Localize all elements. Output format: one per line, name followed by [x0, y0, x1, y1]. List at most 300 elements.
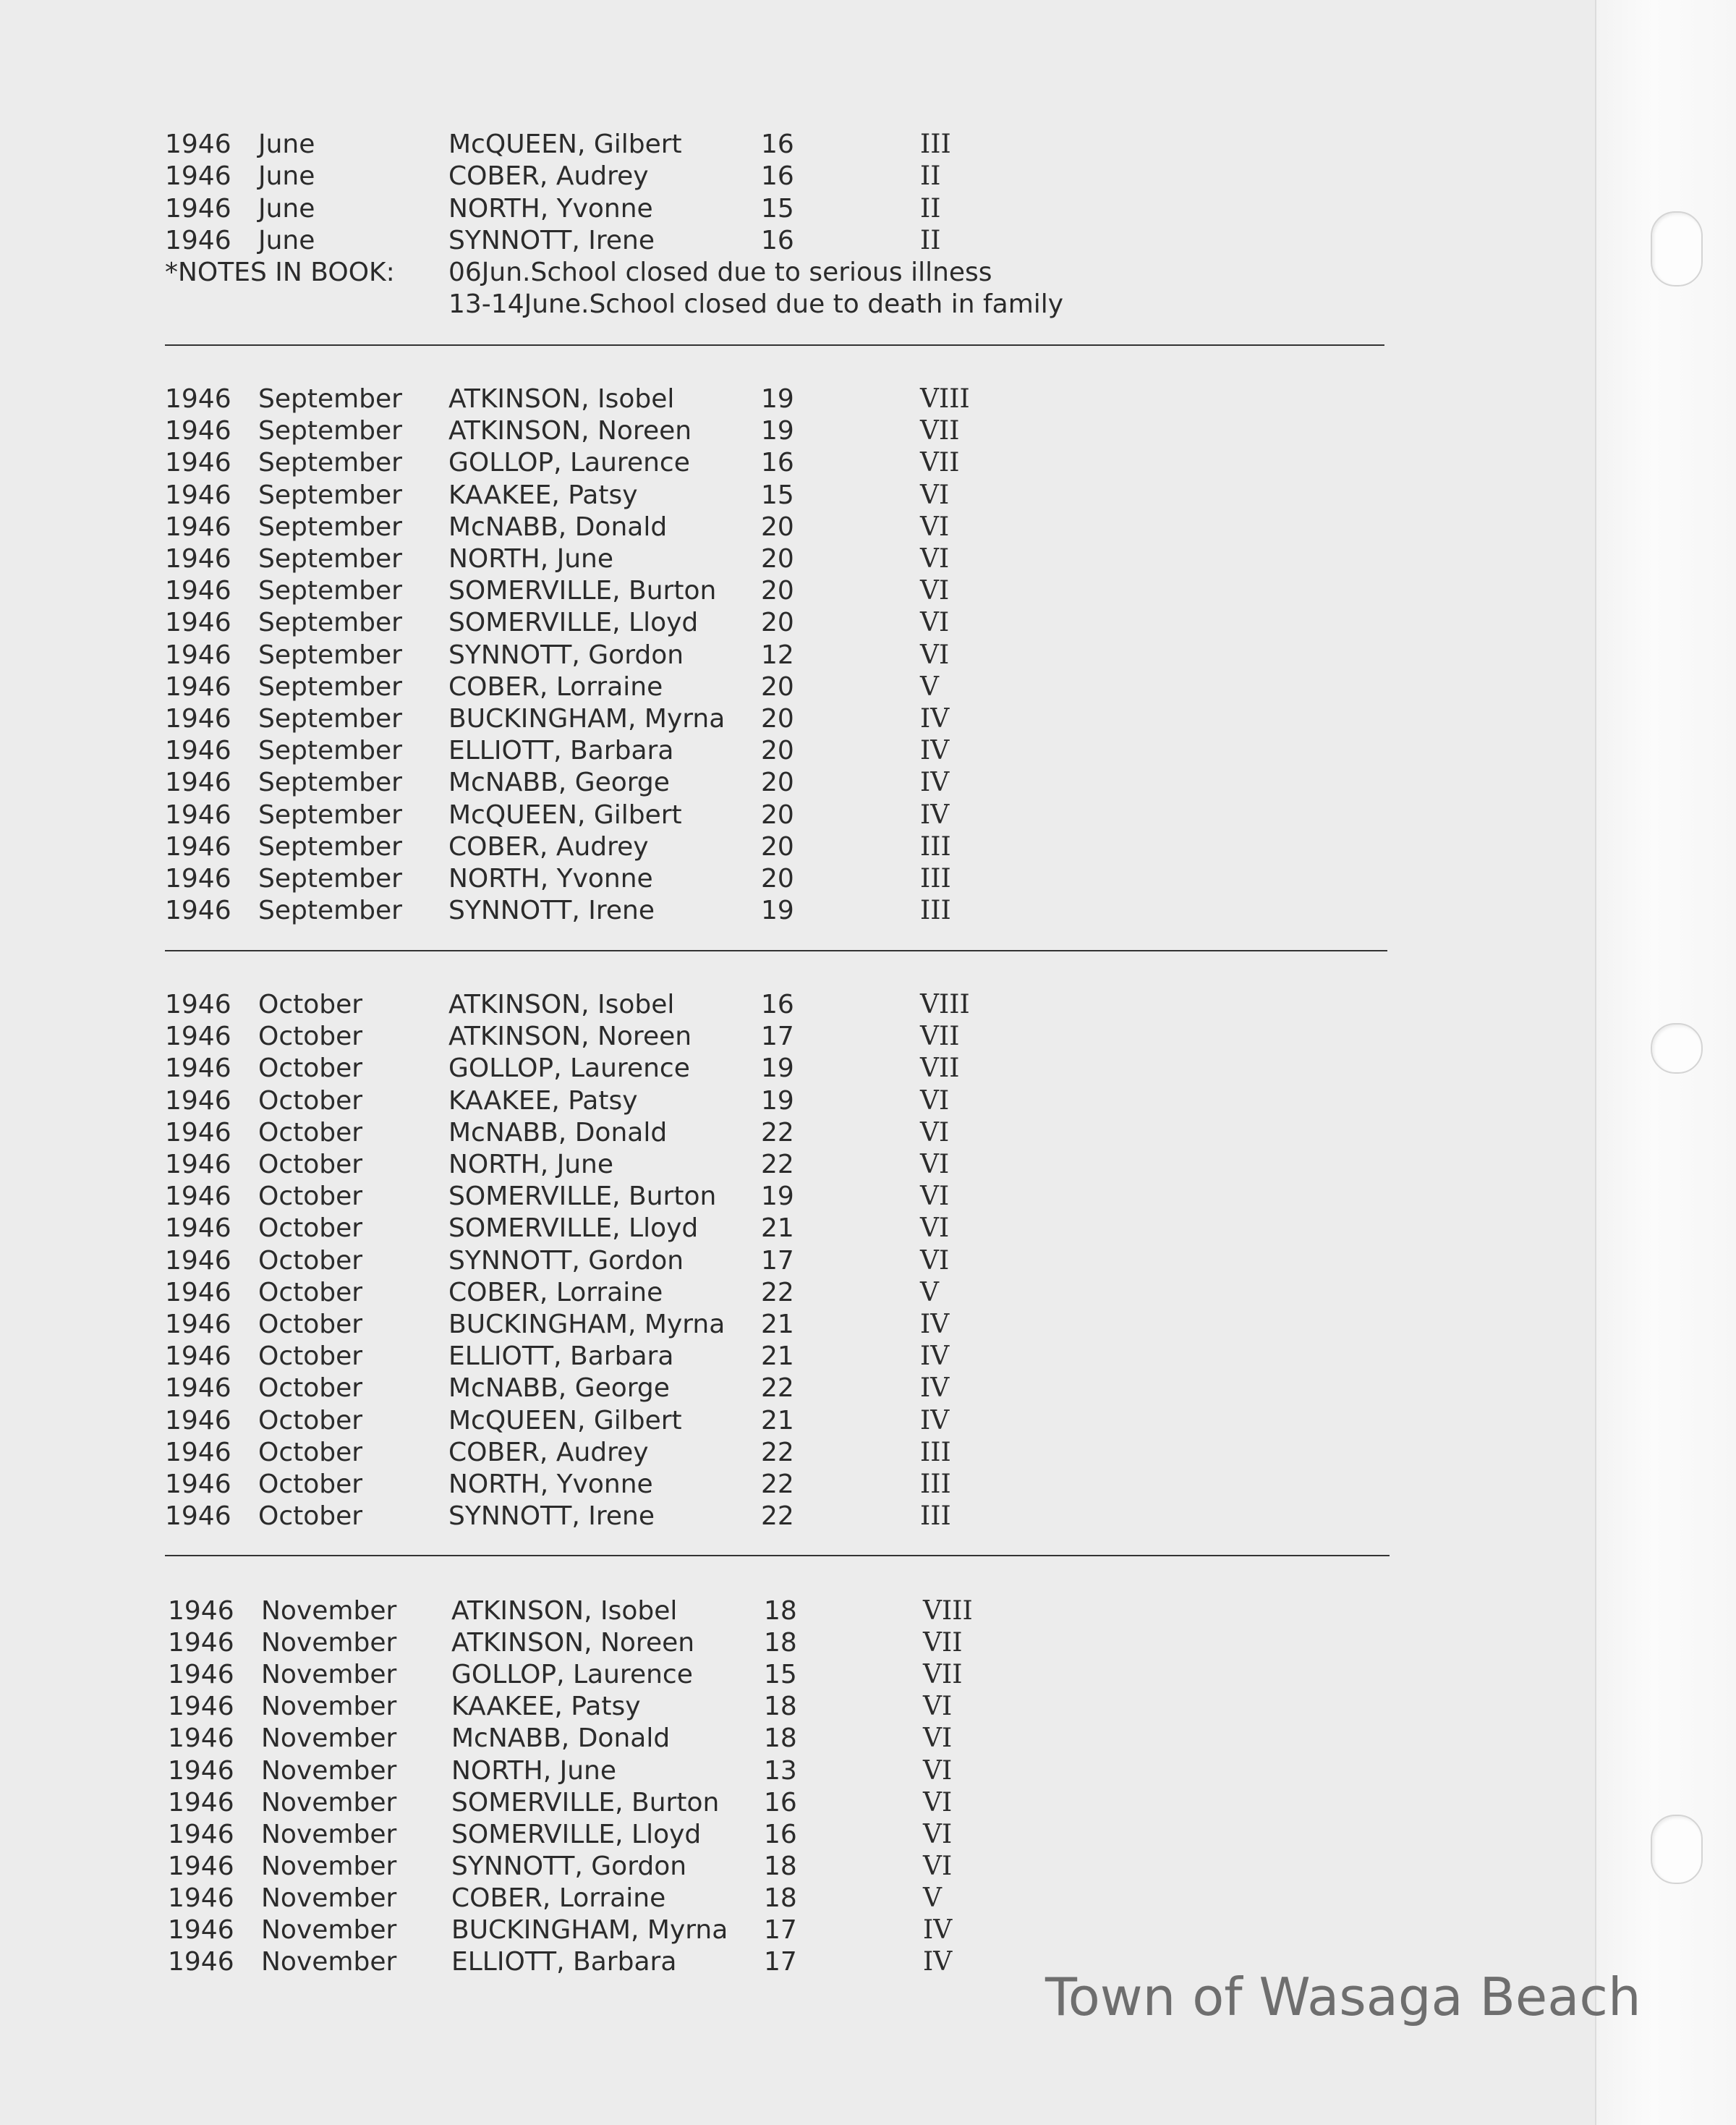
month-cell: September: [258, 799, 402, 830]
table-row: [0, 161, 1410, 192]
days-attended-cell: 21: [761, 1213, 794, 1244]
days-attended-cell: 16: [761, 448, 794, 478]
student-name-cell: ATKINSON, Noreen: [448, 416, 692, 446]
grade-cell: VI: [923, 1851, 953, 1881]
month-cell: October: [258, 1022, 363, 1052]
grade-cell: III: [920, 1437, 951, 1467]
table-row: [0, 1469, 1410, 1501]
section-divider: [165, 950, 1387, 951]
month-cell: November: [261, 1628, 397, 1658]
days-attended-cell: 22: [761, 1117, 794, 1148]
grade-cell: IV: [923, 1947, 953, 1977]
month-cell: September: [258, 480, 402, 510]
table-row: [0, 415, 1410, 447]
month-cell: September: [258, 576, 402, 606]
table-row: [0, 543, 1410, 575]
student-name-cell: NORTH, Yvonne: [448, 193, 653, 224]
month-cell: September: [258, 640, 402, 670]
year-cell: 1946: [165, 831, 231, 862]
month-cell: November: [261, 1596, 397, 1626]
student-name-cell: NORTH, Yvonne: [448, 864, 653, 894]
month-cell: September: [258, 704, 402, 734]
days-attended-cell: 15: [761, 480, 794, 510]
year-cell: 1946: [165, 225, 231, 255]
days-attended-cell: 19: [761, 1182, 794, 1212]
student-name-cell: ATKINSON, Noreen: [448, 1022, 692, 1052]
days-attended-cell: 22: [761, 1373, 794, 1404]
month-cell: September: [258, 416, 402, 446]
table-row: [0, 895, 1410, 927]
student-name-cell: McNABB, Donald: [448, 512, 668, 542]
month-cell: October: [258, 1182, 363, 1212]
table-row: [3, 1883, 1413, 1914]
student-name-cell: KAAKEE, Patsy: [448, 480, 638, 510]
days-attended-cell: 19: [761, 896, 794, 926]
grade-cell: IV: [920, 1373, 950, 1404]
student-name-cell: SYNNOTT, Gordon: [448, 640, 684, 670]
note-line: 06Jun.School closed due to serious illness: [448, 258, 992, 288]
grade-cell: VI: [920, 1182, 950, 1212]
table-row: [0, 989, 1410, 1021]
days-attended-cell: 19: [761, 1085, 794, 1116]
month-cell: September: [258, 864, 402, 894]
table-row: [0, 1021, 1410, 1053]
grade-cell: V: [920, 1277, 939, 1307]
days-attended-cell: 16: [761, 225, 794, 255]
days-attended-cell: 16: [761, 161, 794, 192]
grade-cell: III: [920, 1501, 951, 1532]
table-row: [0, 512, 1410, 543]
year-cell: 1946: [165, 130, 231, 159]
table-row: [0, 383, 1410, 415]
days-attended-cell: 17: [761, 1022, 794, 1052]
table-row: [0, 1117, 1410, 1149]
year-cell: 1946: [165, 1022, 231, 1052]
month-cell: June: [258, 130, 315, 159]
grade-cell: V: [920, 671, 939, 702]
days-attended-cell: 19: [761, 384, 794, 414]
month-cell: October: [258, 1245, 363, 1276]
year-cell: 1946: [165, 576, 231, 606]
table-row: [0, 447, 1410, 479]
month-cell: October: [258, 1373, 363, 1404]
year-cell: 1946: [165, 1053, 231, 1084]
year-cell: 1946: [165, 736, 231, 766]
table-row: [3, 1595, 1413, 1627]
table-row: [0, 1277, 1410, 1309]
month-cell: October: [258, 990, 363, 1019]
month-cell: October: [258, 1437, 363, 1467]
year-cell: 1946: [165, 512, 231, 542]
table-row: [0, 1149, 1410, 1181]
student-name-cell: COBER, Lorraine: [448, 671, 663, 702]
year-cell: 1946: [168, 1628, 234, 1658]
grade-cell: VI: [923, 1755, 953, 1786]
year-cell: 1946: [168, 1947, 234, 1977]
month-cell: September: [258, 448, 402, 478]
days-attended-cell: 21: [761, 1310, 794, 1339]
month-cell: November: [261, 1723, 397, 1754]
days-attended-cell: 20: [761, 671, 794, 702]
table-row: [0, 1501, 1410, 1532]
grade-cell: IV: [920, 1341, 950, 1372]
days-attended-cell: 16: [764, 1787, 797, 1818]
year-cell: 1946: [165, 864, 231, 894]
year-cell: 1946: [168, 1755, 234, 1786]
table-row: [0, 1309, 1410, 1341]
student-name-cell: BUCKINGHAM, Myrna: [448, 1310, 726, 1339]
student-name-cell: McNABB, George: [448, 1373, 670, 1404]
student-name-cell: ATKINSON, Isobel: [451, 1596, 678, 1626]
student-name-cell: ELLIOTT, Barbara: [451, 1947, 677, 1977]
student-name-cell: ATKINSON, Isobel: [448, 384, 675, 414]
days-attended-cell: 20: [761, 768, 794, 798]
year-cell: 1946: [165, 990, 231, 1019]
year-cell: 1946: [168, 1915, 234, 1945]
month-cell: November: [261, 1883, 397, 1913]
days-attended-cell: 16: [761, 990, 794, 1019]
year-cell: 1946: [165, 671, 231, 702]
year-cell: 1946: [165, 1437, 231, 1467]
days-attended-cell: 15: [764, 1660, 797, 1690]
days-attended-cell: 21: [761, 1341, 794, 1372]
table-row: [3, 1819, 1413, 1851]
month-cell: October: [258, 1341, 363, 1372]
grade-cell: VII: [923, 1660, 963, 1690]
days-attended-cell: 17: [764, 1947, 797, 1977]
year-cell: 1946: [165, 161, 231, 192]
grade-cell: VIII: [920, 990, 970, 1019]
year-cell: 1946: [168, 1851, 234, 1881]
table-row: [3, 1691, 1413, 1723]
student-name-cell: COBER, Lorraine: [448, 1277, 663, 1307]
days-attended-cell: 22: [761, 1150, 794, 1179]
days-attended-cell: 17: [761, 1245, 794, 1276]
table-row: [3, 1851, 1413, 1883]
student-name-cell: McQUEEN, Gilbert: [448, 799, 682, 830]
month-cell: September: [258, 544, 402, 574]
student-name-cell: ELLIOTT, Barbara: [448, 736, 674, 766]
grade-cell: VI: [920, 576, 950, 606]
student-name-cell: McNABB, Donald: [448, 1117, 668, 1148]
student-name-cell: SYNNOTT, Irene: [448, 225, 655, 255]
days-attended-cell: 19: [761, 416, 794, 446]
year-cell: 1946: [165, 1150, 231, 1179]
grade-cell: IV: [920, 704, 950, 734]
grade-cell: VI: [920, 608, 950, 638]
days-attended-cell: 18: [764, 1883, 797, 1913]
watermark: Town of Wasaga Beach: [1045, 1967, 1641, 2027]
table-row: [0, 1405, 1410, 1437]
days-attended-cell: 16: [764, 1819, 797, 1849]
year-cell: 1946: [168, 1660, 234, 1690]
days-attended-cell: 18: [764, 1851, 797, 1881]
year-cell: 1946: [165, 640, 231, 670]
grade-cell: III: [920, 130, 951, 159]
section-divider: [165, 344, 1384, 346]
month-cell: October: [258, 1277, 363, 1307]
grade-cell: VIII: [920, 384, 970, 414]
year-cell: 1946: [165, 896, 231, 926]
table-row: [0, 863, 1410, 895]
month-cell: October: [258, 1501, 363, 1532]
month-cell: October: [258, 1405, 363, 1435]
days-attended-cell: 20: [761, 512, 794, 542]
month-cell: September: [258, 512, 402, 542]
month-cell: September: [258, 384, 402, 414]
year-cell: 1946: [165, 1310, 231, 1339]
table-row: [3, 1787, 1413, 1819]
days-attended-cell: 12: [761, 640, 794, 670]
table-row: [0, 225, 1410, 257]
grade-cell: II: [920, 225, 941, 255]
student-name-cell: SYNNOTT, Gordon: [451, 1851, 687, 1881]
student-name-cell: SOMERVILLE, Lloyd: [448, 1213, 699, 1244]
month-cell: November: [261, 1692, 397, 1722]
month-cell: November: [261, 1915, 397, 1945]
student-name-cell: McQUEEN, Gilbert: [448, 1405, 682, 1435]
table-row: [0, 831, 1410, 863]
student-name-cell: NORTH, June: [451, 1755, 617, 1786]
grade-cell: III: [920, 896, 951, 926]
student-name-cell: COBER, Audrey: [448, 161, 649, 192]
days-attended-cell: 16: [761, 130, 794, 159]
student-name-cell: SYNNOTT, Irene: [448, 896, 655, 926]
student-name-cell: GOLLOP, Laurence: [448, 448, 690, 478]
grade-cell: IV: [920, 1405, 950, 1435]
student-name-cell: NORTH, June: [448, 544, 614, 574]
student-name-cell: GOLLOP, Laurence: [448, 1053, 690, 1084]
student-name-cell: COBER, Audrey: [448, 1437, 649, 1467]
year-cell: 1946: [165, 1182, 231, 1212]
month-cell: September: [258, 896, 402, 926]
grade-cell: VII: [920, 1053, 960, 1084]
student-name-cell: McNABB, Donald: [451, 1723, 671, 1754]
grade-cell: IV: [923, 1915, 953, 1945]
days-attended-cell: 20: [761, 576, 794, 606]
year-cell: 1946: [168, 1723, 234, 1754]
days-attended-cell: 18: [764, 1628, 797, 1658]
table-row: [3, 1755, 1413, 1787]
table-row: [0, 799, 1410, 831]
days-attended-cell: 20: [761, 608, 794, 638]
year-cell: 1946: [165, 768, 231, 798]
days-attended-cell: 20: [761, 864, 794, 894]
year-cell: 1946: [165, 384, 231, 414]
month-cell: October: [258, 1150, 363, 1179]
table-row: [0, 1373, 1410, 1404]
days-attended-cell: 20: [761, 544, 794, 574]
days-attended-cell: 18: [764, 1723, 797, 1754]
year-cell: 1946: [168, 1883, 234, 1913]
table-row: [0, 575, 1410, 607]
table-row: [0, 735, 1410, 767]
binder-hole-bottom: [1651, 1815, 1703, 1884]
student-name-cell: SOMERVILLE, Burton: [448, 1182, 717, 1212]
binder-hole-middle: [1651, 1023, 1703, 1074]
table-row: [0, 129, 1410, 161]
grade-cell: IV: [920, 1310, 950, 1339]
year-cell: 1946: [165, 1469, 231, 1499]
grade-cell: III: [920, 831, 951, 862]
year-cell: 1946: [168, 1819, 234, 1849]
month-cell: June: [258, 225, 315, 255]
grade-cell: VI: [920, 480, 950, 510]
table-row: [0, 1437, 1410, 1469]
grade-cell: VI: [923, 1787, 953, 1818]
student-name-cell: SOMERVILLE, Lloyd: [448, 608, 699, 638]
grade-cell: VI: [920, 640, 950, 670]
year-cell: 1946: [165, 1245, 231, 1276]
table-row: [0, 640, 1410, 671]
student-name-cell: McQUEEN, Gilbert: [448, 130, 682, 159]
days-attended-cell: 22: [761, 1469, 794, 1499]
table-row: [0, 1053, 1410, 1085]
student-name-cell: SYNNOTT, Irene: [448, 1501, 655, 1532]
table-row: [0, 1245, 1410, 1277]
month-cell: September: [258, 736, 402, 766]
grade-cell: VI: [920, 1085, 950, 1116]
grade-cell: VI: [920, 1150, 950, 1179]
student-name-cell: ATKINSON, Isobel: [448, 990, 675, 1019]
days-attended-cell: 22: [761, 1277, 794, 1307]
days-attended-cell: 22: [761, 1501, 794, 1532]
student-name-cell: KAAKEE, Patsy: [451, 1692, 641, 1722]
grade-cell: VIII: [923, 1596, 973, 1626]
days-attended-cell: 22: [761, 1437, 794, 1467]
month-cell: October: [258, 1085, 363, 1116]
grade-cell: VI: [923, 1692, 953, 1722]
grade-cell: IV: [920, 768, 950, 798]
section-divider: [165, 1555, 1390, 1556]
grade-cell: IV: [920, 799, 950, 830]
year-cell: 1946: [165, 1405, 231, 1435]
year-cell: 1946: [165, 1501, 231, 1532]
student-name-cell: SOMERVILLE, Burton: [448, 576, 717, 606]
month-cell: September: [258, 671, 402, 702]
student-name-cell: GOLLOP, Laurence: [451, 1660, 693, 1690]
grade-cell: VI: [923, 1723, 953, 1754]
student-name-cell: ELLIOTT, Barbara: [448, 1341, 674, 1372]
month-cell: October: [258, 1213, 363, 1244]
student-name-cell: SYNNOTT, Gordon: [448, 1245, 684, 1276]
student-name-cell: KAAKEE, Patsy: [448, 1085, 638, 1116]
year-cell: 1946: [165, 544, 231, 574]
days-attended-cell: 15: [761, 193, 794, 224]
grade-cell: III: [920, 864, 951, 894]
student-name-cell: COBER, Audrey: [448, 831, 649, 862]
days-attended-cell: 18: [764, 1692, 797, 1722]
year-cell: 1946: [165, 480, 231, 510]
student-name-cell: BUCKINGHAM, Myrna: [451, 1915, 728, 1945]
days-attended-cell: 20: [761, 799, 794, 830]
student-name-cell: NORTH, Yvonne: [448, 1469, 653, 1499]
month-cell: November: [261, 1755, 397, 1786]
year-cell: 1946: [165, 1373, 231, 1404]
month-cell: June: [258, 193, 315, 224]
table-row: [3, 1914, 1413, 1946]
days-attended-cell: 20: [761, 831, 794, 862]
month-cell: November: [261, 1819, 397, 1849]
student-name-cell: COBER, Lorraine: [451, 1883, 666, 1913]
grade-cell: VII: [920, 1022, 960, 1052]
grade-cell: V: [923, 1883, 942, 1913]
table-row: [0, 193, 1410, 225]
grade-cell: VII: [920, 416, 960, 446]
notes-label: *NOTES IN BOOK:: [165, 258, 395, 288]
year-cell: 1946: [165, 608, 231, 638]
table-row: [0, 767, 1410, 799]
table-row: [0, 1085, 1410, 1117]
grade-cell: IV: [920, 736, 950, 766]
grade-cell: VII: [920, 448, 960, 478]
year-cell: 1946: [165, 448, 231, 478]
days-attended-cell: 18: [764, 1596, 797, 1626]
month-cell: June: [258, 161, 315, 192]
grade-cell: VI: [920, 544, 950, 574]
year-cell: 1946: [165, 1085, 231, 1116]
table-row: [0, 703, 1410, 735]
grade-cell: VII: [923, 1628, 963, 1658]
grade-cell: VI: [920, 512, 950, 542]
grade-cell: VI: [920, 1213, 950, 1244]
days-attended-cell: 13: [764, 1755, 797, 1786]
table-row: [3, 1659, 1413, 1691]
month-cell: September: [258, 768, 402, 798]
table-row: [3, 1627, 1413, 1659]
student-name-cell: SOMERVILLE, Lloyd: [451, 1819, 702, 1849]
student-name-cell: NORTH, June: [448, 1150, 614, 1179]
days-attended-cell: 20: [761, 704, 794, 734]
grade-cell: VI: [923, 1819, 953, 1849]
month-cell: October: [258, 1053, 363, 1084]
year-cell: 1946: [165, 1341, 231, 1372]
grade-cell: II: [920, 193, 941, 224]
student-name-cell: ATKINSON, Noreen: [451, 1628, 695, 1658]
grade-cell: II: [920, 161, 941, 192]
year-cell: 1946: [165, 799, 231, 830]
table-row: [0, 607, 1410, 639]
year-cell: 1946: [168, 1787, 234, 1818]
grade-cell: VI: [920, 1117, 950, 1148]
year-cell: 1946: [165, 1277, 231, 1307]
table-row: [0, 1213, 1410, 1244]
grade-cell: VI: [920, 1245, 950, 1276]
year-cell: 1946: [168, 1596, 234, 1626]
days-attended-cell: 17: [764, 1915, 797, 1945]
table-row: [0, 480, 1410, 512]
year-cell: 1946: [168, 1692, 234, 1722]
days-attended-cell: 21: [761, 1405, 794, 1435]
table-row: [0, 671, 1410, 703]
year-cell: 1946: [165, 193, 231, 224]
month-cell: November: [261, 1787, 397, 1818]
student-name-cell: BUCKINGHAM, Myrna: [448, 704, 726, 734]
binder-hole-top: [1651, 211, 1703, 287]
year-cell: 1946: [165, 416, 231, 446]
table-row: [3, 1723, 1413, 1755]
year-cell: 1946: [165, 704, 231, 734]
student-name-cell: McNABB, George: [448, 768, 670, 798]
month-cell: September: [258, 831, 402, 862]
grade-cell: III: [920, 1469, 951, 1499]
month-cell: October: [258, 1117, 363, 1148]
year-cell: 1946: [165, 1213, 231, 1244]
table-row: [0, 1181, 1410, 1213]
month-cell: November: [261, 1947, 397, 1977]
year-cell: 1946: [165, 1117, 231, 1148]
month-cell: October: [258, 1310, 363, 1339]
